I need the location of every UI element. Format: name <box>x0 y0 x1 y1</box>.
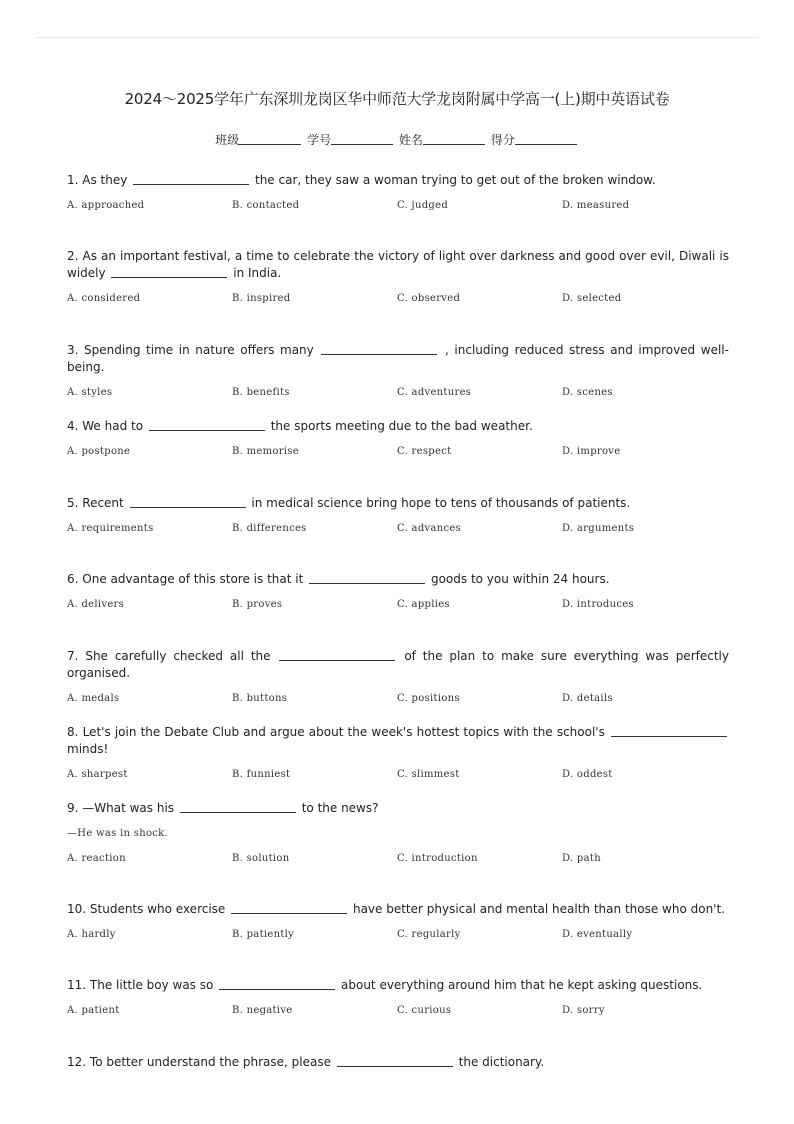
question-stem <box>67 724 729 758</box>
question-item <box>67 1054 729 1071</box>
answer-option: D. selected <box>562 293 622 304</box>
answer-option: A. patient <box>67 1005 120 1016</box>
answer-blank <box>321 342 437 355</box>
question-stem <box>67 172 729 189</box>
question-text: 1. As they <box>67 173 128 187</box>
question-stem <box>67 901 729 918</box>
answer-option: B. negative <box>232 1005 293 1016</box>
name-label: 姓名 <box>398 133 423 147</box>
class-field <box>215 131 303 148</box>
answer-option: A. delivers <box>67 599 125 610</box>
answer-option: D. scenes <box>562 387 613 398</box>
answer-blank <box>611 724 727 737</box>
student-info-line <box>0 131 794 148</box>
option-row <box>67 443 729 460</box>
question-text: 9. —What was his <box>67 801 175 815</box>
question-text: 8. Let's join the Debate Club and argue about the week's hottest topics with the school's <box>67 725 605 739</box>
question-stem <box>67 648 729 682</box>
question-item <box>67 800 729 867</box>
answer-option: D. improve <box>562 446 621 457</box>
answer-option: C. positions <box>397 693 460 704</box>
question-text-continued: have better physical and mental health than those who don't. <box>352 902 725 916</box>
answer-option: C. introduction <box>397 853 478 864</box>
question-text-continued: the dictionary. <box>458 1055 545 1069</box>
answer-blank <box>130 495 246 508</box>
answer-option: A. styles <box>67 387 113 398</box>
header-divider <box>36 37 758 38</box>
question-stem <box>67 418 729 435</box>
answer-option: D. measured <box>562 200 630 211</box>
answer-option: D. arguments <box>562 523 635 534</box>
question-stem <box>67 977 729 994</box>
class-label: 班级 <box>215 133 240 147</box>
answer-option: B. solution <box>232 853 290 864</box>
answer-option: D. introduces <box>562 599 634 610</box>
answer-option: D. path <box>562 853 601 864</box>
answer-option: B. memorise <box>232 446 299 457</box>
question-stem <box>67 495 729 512</box>
question-text-continued: goods to you within 24 hours. <box>430 572 610 586</box>
answer-blank <box>219 977 335 990</box>
answer-blank <box>337 1054 453 1067</box>
answer-option: C. slimmest <box>397 769 460 780</box>
answer-option: A. reaction <box>67 853 126 864</box>
question-text: 10. Students who exercise <box>67 902 226 916</box>
answer-blank <box>180 800 296 813</box>
answer-option: A. medals <box>67 693 120 704</box>
question-text-continued: in medical science bring hope to tens of thousands of patients. <box>251 496 631 510</box>
question-item <box>67 248 729 307</box>
question-stem <box>67 342 729 376</box>
answer-option: A. approached <box>67 200 145 211</box>
option-row <box>67 596 729 613</box>
name-field <box>399 131 487 148</box>
answer-option: B. inspired <box>232 293 291 304</box>
question-item <box>67 342 729 401</box>
answer-option: C. judged <box>397 200 449 211</box>
question-stem <box>67 800 729 817</box>
question-item <box>67 901 729 943</box>
question-text: 11. The little boy was so <box>67 978 214 992</box>
class-blank <box>239 132 301 145</box>
question-text: 6. One advantage of this store is that it <box>67 572 304 586</box>
answer-option: C. regularly <box>397 929 461 940</box>
answer-option: D. oddest <box>562 769 613 780</box>
question-text-continued: to the news? <box>301 801 379 815</box>
option-row <box>67 690 729 707</box>
option-row <box>67 197 729 214</box>
question-text-continued: the car, they saw a woman trying to get out of the broken window. <box>255 173 656 187</box>
student-number-field <box>307 131 395 148</box>
question-item <box>67 724 729 783</box>
option-row <box>67 1002 729 1019</box>
question-item <box>67 648 729 707</box>
question-text: 2. As an important festival, a time to celebrate the victory of light over darkness and good over evil, Diwali is widely <box>67 249 729 280</box>
question-item <box>67 571 729 613</box>
answer-option: A. considered <box>67 293 141 304</box>
answer-option: C. applies <box>397 599 450 610</box>
answer-blank <box>279 648 395 661</box>
answer-option: C. adventures <box>397 387 472 398</box>
option-row <box>67 290 729 307</box>
answer-blank <box>309 571 425 584</box>
question-text-continued: in India. <box>233 266 282 280</box>
answer-option: B. proves <box>232 599 283 610</box>
answer-option: A. postpone <box>67 446 131 457</box>
answer-option: B. buttons <box>232 693 288 704</box>
score-blank <box>515 132 577 145</box>
answer-option: D. sorry <box>562 1005 605 1016</box>
answer-option: C. observed <box>397 293 461 304</box>
option-row <box>67 766 729 783</box>
answer-option: D. details <box>562 693 613 704</box>
answer-option: B. contacted <box>232 200 300 211</box>
answer-blank <box>133 172 249 185</box>
score-field <box>491 131 579 148</box>
question-text-continued: about everything around him that he kept asking questions. <box>341 978 703 992</box>
student-number-blank <box>331 132 393 145</box>
question-text: 5. Recent <box>67 496 124 510</box>
student-number-label: 学号 <box>307 133 332 147</box>
answer-option: C. respect <box>397 446 452 457</box>
option-row <box>67 384 729 401</box>
question-text-continued: minds! <box>67 742 109 756</box>
score-label: 得分 <box>490 133 515 147</box>
question-item <box>67 495 729 537</box>
question-text-continued: , including reduced stress and improved well-being. <box>67 343 729 374</box>
question-stem <box>67 1054 729 1071</box>
question-text-continued: of the plan to make sure everything was perfectly organised. <box>67 649 729 680</box>
question-text: 4. We had to <box>67 419 144 433</box>
question-text: 7. She carefully checked all the <box>67 649 271 663</box>
question-text-continued: the sports meeting due to the bad weather. <box>270 419 533 433</box>
answer-option: B. patiently <box>232 929 295 940</box>
option-row <box>67 520 729 537</box>
answer-option: C. advances <box>397 523 462 534</box>
answer-option: B. differences <box>232 523 307 534</box>
page-title: 2024～2025学年广东深圳龙岗区华中师范大学龙岗附属中学高一(上)期中英语试卷 <box>124 90 670 108</box>
answer-option: A. sharpest <box>67 769 128 780</box>
option-row <box>67 850 729 867</box>
question-item <box>67 977 729 1019</box>
answer-option: C. curious <box>397 1005 452 1016</box>
answer-option: A. requirements <box>67 523 154 534</box>
answer-blank <box>111 265 227 278</box>
answer-option: B. benefits <box>232 387 290 398</box>
answer-option: A. hardly <box>67 929 116 940</box>
answer-option: D. eventually <box>562 929 633 940</box>
question-item <box>67 418 729 460</box>
option-row <box>67 926 729 943</box>
question-stem <box>67 571 729 588</box>
name-blank <box>423 132 485 145</box>
answer-blank <box>149 418 265 431</box>
question-text: 3. Spending time in nature offers many <box>67 343 314 357</box>
question-stem <box>67 248 729 282</box>
question-text: 12. To better understand the phrase, please <box>67 1055 331 1069</box>
answer-blank <box>231 901 347 914</box>
answer-option: B. funniest <box>232 769 291 780</box>
dialogue-response: —He was in shock. <box>67 828 168 839</box>
question-item <box>67 172 729 214</box>
